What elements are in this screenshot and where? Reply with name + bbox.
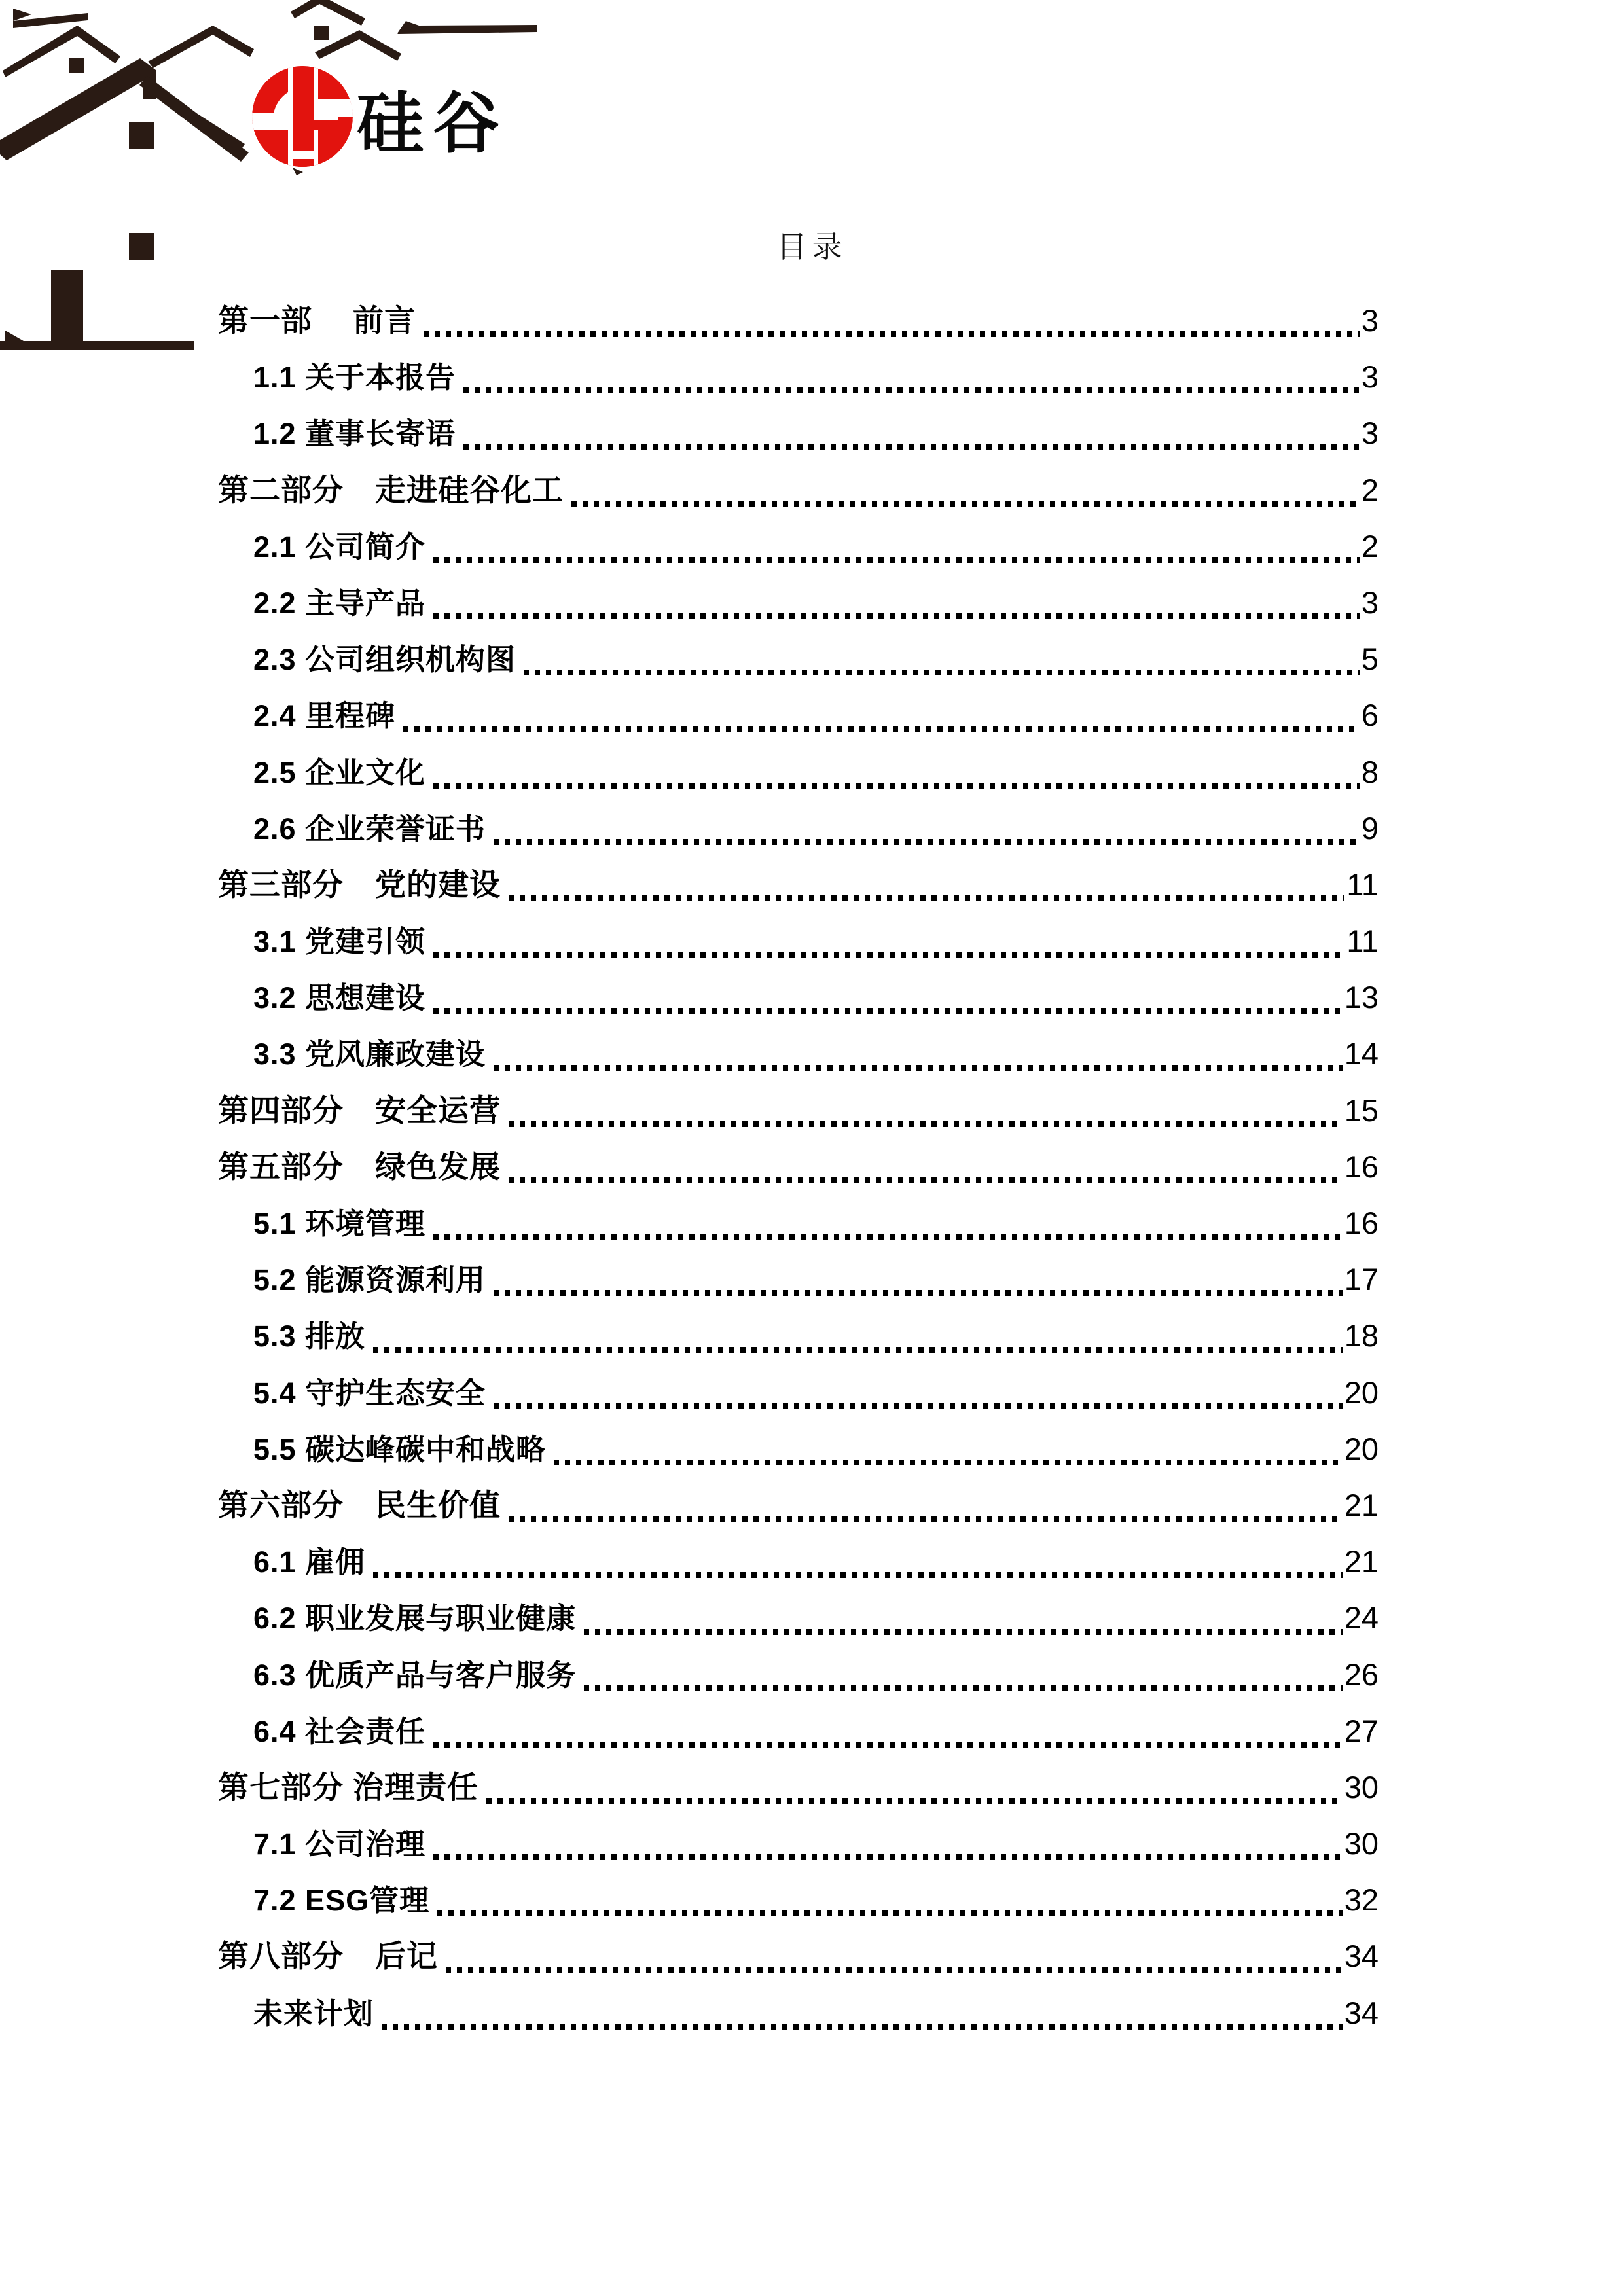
toc-page-number: 3 bbox=[1361, 584, 1379, 620]
toc-page-number: 13 bbox=[1344, 980, 1379, 1015]
toc-page-number: 30 bbox=[1344, 1826, 1379, 1861]
toc-entry[interactable] bbox=[218, 800, 1379, 857]
toc-leader-dots bbox=[373, 1572, 1343, 1578]
page-title: 目录 bbox=[776, 230, 848, 264]
toc-entry-title: 第六部分 民生价值 bbox=[218, 1487, 501, 1522]
toc-entry-title: 第五部分 绿色发展 bbox=[218, 1149, 501, 1184]
toc-leader-dots bbox=[494, 1403, 1343, 1409]
toc-entry-title: 3.1 党建引领 bbox=[253, 925, 426, 959]
toc-entry[interactable] bbox=[218, 1308, 1379, 1364]
toc-entry-title: 未来计划 bbox=[253, 1996, 374, 2030]
toc-page-number: 5 bbox=[1361, 641, 1379, 677]
toc-entry[interactable] bbox=[218, 1703, 1379, 1759]
toc-entry[interactable] bbox=[218, 913, 1379, 969]
toc-entry-title: 7.1 公司治理 bbox=[253, 1827, 426, 1861]
toc-entry-title: 3.3 党风廉政建设 bbox=[253, 1037, 486, 1071]
toc-entry-title: 2.3 公司组织机构图 bbox=[253, 643, 516, 677]
toc-leader-dots bbox=[433, 1008, 1343, 1014]
toc-leader-dots bbox=[382, 2024, 1343, 2030]
toc-entry-title: 6.1 雇佣 bbox=[253, 1545, 366, 1579]
toc-entry-title: 2.1 公司简介 bbox=[253, 529, 426, 564]
toc-entry[interactable] bbox=[218, 1477, 1379, 1534]
toc-page-number: 20 bbox=[1344, 1374, 1379, 1410]
toc-page-number: 15 bbox=[1344, 1092, 1379, 1128]
toc-entry[interactable] bbox=[218, 575, 1379, 631]
toc-leader-dots bbox=[494, 1065, 1343, 1071]
toc-entry[interactable] bbox=[218, 1026, 1379, 1082]
toc-page-number: 16 bbox=[1344, 1206, 1379, 1240]
toc-page-number: 24 bbox=[1344, 1600, 1379, 1636]
toc-entry-title: 6.4 社会责任 bbox=[253, 1714, 426, 1748]
toc-leader-dots bbox=[373, 1347, 1343, 1353]
toc-entry[interactable] bbox=[218, 293, 1379, 349]
toc-entry[interactable] bbox=[218, 1251, 1379, 1308]
toc-leader-dots bbox=[509, 1177, 1343, 1183]
logo-emblem-icon bbox=[249, 65, 357, 169]
toc-entry[interactable] bbox=[218, 405, 1379, 461]
toc-page-number: 27 bbox=[1344, 1713, 1379, 1748]
toc-list bbox=[218, 293, 1379, 2041]
toc-leader-dots bbox=[433, 613, 1360, 619]
toc-entry-title: 5.2 能源资源利用 bbox=[253, 1263, 486, 1297]
toc-leader-dots bbox=[509, 1121, 1343, 1127]
toc-entry-title: 2.4 里程碑 bbox=[253, 699, 396, 733]
toc-entry[interactable] bbox=[218, 1872, 1379, 1928]
toc-entry-title: 第二部分 走进硅谷化工 bbox=[218, 472, 564, 507]
toc-entry[interactable] bbox=[218, 744, 1379, 800]
toc-leader-dots bbox=[486, 1798, 1343, 1804]
toc-leader-dots bbox=[494, 1290, 1343, 1296]
toc-entry[interactable] bbox=[218, 1647, 1379, 1703]
toc-entry-title: 5.5 碳达峰碳中和战略 bbox=[253, 1432, 547, 1466]
toc-entry[interactable] bbox=[218, 1083, 1379, 1139]
toc-entry[interactable] bbox=[218, 1365, 1379, 1421]
toc-entry-title: 2.2 主导产品 bbox=[253, 586, 426, 620]
toc-entry-title: 第一部 前言 bbox=[218, 303, 416, 338]
toc-leader-dots bbox=[433, 1854, 1343, 1860]
toc-leader-dots bbox=[509, 895, 1344, 901]
toc-entry[interactable] bbox=[218, 462, 1379, 518]
toc-leader-dots bbox=[433, 557, 1360, 563]
toc-entry-title: 1.1 关于本报告 bbox=[253, 361, 456, 395]
toc-page-number: 32 bbox=[1344, 1882, 1379, 1918]
toc-page-number: 2 bbox=[1361, 528, 1379, 564]
toc-leader-dots bbox=[584, 1629, 1343, 1635]
toc-page-number: 16 bbox=[1344, 1149, 1379, 1184]
toc-entry[interactable] bbox=[218, 518, 1379, 575]
toc-page-number: 3 bbox=[1361, 303, 1379, 338]
toc-page-number: 34 bbox=[1344, 1995, 1379, 2030]
toc-entry[interactable] bbox=[218, 1985, 1379, 2041]
toc-entry-title: 5.4 守护生态安全 bbox=[253, 1376, 486, 1410]
toc-page-number: 11 bbox=[1346, 924, 1379, 959]
toc-leader-dots bbox=[433, 1742, 1343, 1748]
toc-entry[interactable] bbox=[218, 631, 1379, 687]
toc-page-number: 21 bbox=[1344, 1544, 1379, 1579]
toc-entry[interactable] bbox=[218, 1195, 1379, 1251]
toc-entry-title: 第七部分 治理责任 bbox=[218, 1769, 479, 1804]
toc-leader-dots bbox=[433, 783, 1360, 789]
toc-leader-dots bbox=[494, 839, 1360, 845]
toc-leader-dots bbox=[463, 444, 1360, 450]
toc-leader-dots bbox=[524, 670, 1360, 675]
toc-entry-title: 1.2 董事长寄语 bbox=[253, 417, 456, 451]
toc-entry[interactable] bbox=[218, 969, 1379, 1026]
toc-page-number: 3 bbox=[1361, 359, 1379, 395]
logo-wordmark: 硅谷 bbox=[357, 86, 509, 161]
toc-page-number: 18 bbox=[1344, 1318, 1379, 1354]
toc-entry-title: 7.2 ESG管理 bbox=[253, 1884, 430, 1918]
toc-leader-dots bbox=[433, 1234, 1343, 1240]
toc-entry-title: 5.1 环境管理 bbox=[253, 1207, 426, 1240]
toc-entry-title: 第四部分 安全运营 bbox=[218, 1092, 501, 1128]
toc-leader-dots bbox=[437, 1910, 1343, 1916]
toc-page-number: 14 bbox=[1344, 1036, 1379, 1071]
toc-page-number: 26 bbox=[1344, 1657, 1379, 1692]
toc-entry[interactable] bbox=[218, 1759, 1379, 1816]
toc-page-number: 34 bbox=[1344, 1939, 1379, 1974]
toc-entry[interactable] bbox=[218, 687, 1379, 744]
toc-page-number: 21 bbox=[1344, 1487, 1379, 1522]
toc-entry-title: 2.5 企业文化 bbox=[253, 755, 426, 789]
toc-entry-title: 第八部分 后记 bbox=[218, 1939, 438, 1974]
toc-entry[interactable] bbox=[218, 857, 1379, 913]
toc-entry-title: 6.2 职业发展与职业健康 bbox=[253, 1602, 577, 1636]
toc-leader-dots bbox=[463, 387, 1360, 393]
toc-entry[interactable] bbox=[218, 1139, 1379, 1195]
toc-page-number: 3 bbox=[1361, 416, 1379, 451]
toc-page-number: 20 bbox=[1344, 1431, 1379, 1466]
toc-page-number: 17 bbox=[1344, 1262, 1379, 1297]
toc-leader-dots bbox=[446, 1967, 1343, 1973]
toc-page-number: 30 bbox=[1344, 1769, 1379, 1804]
toc-leader-dots bbox=[584, 1685, 1343, 1691]
toc-entry-title: 2.6 企业荣誉证书 bbox=[253, 812, 486, 846]
toc-leader-dots bbox=[433, 952, 1344, 958]
toc-leader-dots bbox=[571, 501, 1360, 507]
toc-entry-title: 6.3 优质产品与客户服务 bbox=[253, 1658, 577, 1692]
toc-entry[interactable] bbox=[218, 349, 1379, 405]
toc-entry[interactable] bbox=[218, 1534, 1379, 1590]
toc-entry[interactable] bbox=[218, 1928, 1379, 1984]
toc-page-number: 11 bbox=[1346, 867, 1379, 902]
toc-entry[interactable] bbox=[218, 1421, 1379, 1477]
toc-entry-title: 第三部分 党的建设 bbox=[218, 867, 501, 902]
toc-page-number: 6 bbox=[1361, 698, 1379, 733]
toc-entry-title: 5.3 排放 bbox=[253, 1319, 366, 1354]
toc-entry-title: 3.2 思想建设 bbox=[253, 981, 426, 1015]
toc-leader-dots bbox=[554, 1460, 1343, 1465]
toc-page-number: 8 bbox=[1361, 754, 1379, 789]
toc-entry[interactable] bbox=[218, 1590, 1379, 1646]
toc-leader-dots bbox=[509, 1516, 1343, 1522]
toc-page-number: 9 bbox=[1361, 810, 1379, 846]
toc-leader-dots bbox=[424, 331, 1360, 337]
toc-page-number: 2 bbox=[1361, 472, 1379, 507]
toc-leader-dots bbox=[403, 726, 1360, 732]
toc-entry[interactable] bbox=[218, 1816, 1379, 1872]
